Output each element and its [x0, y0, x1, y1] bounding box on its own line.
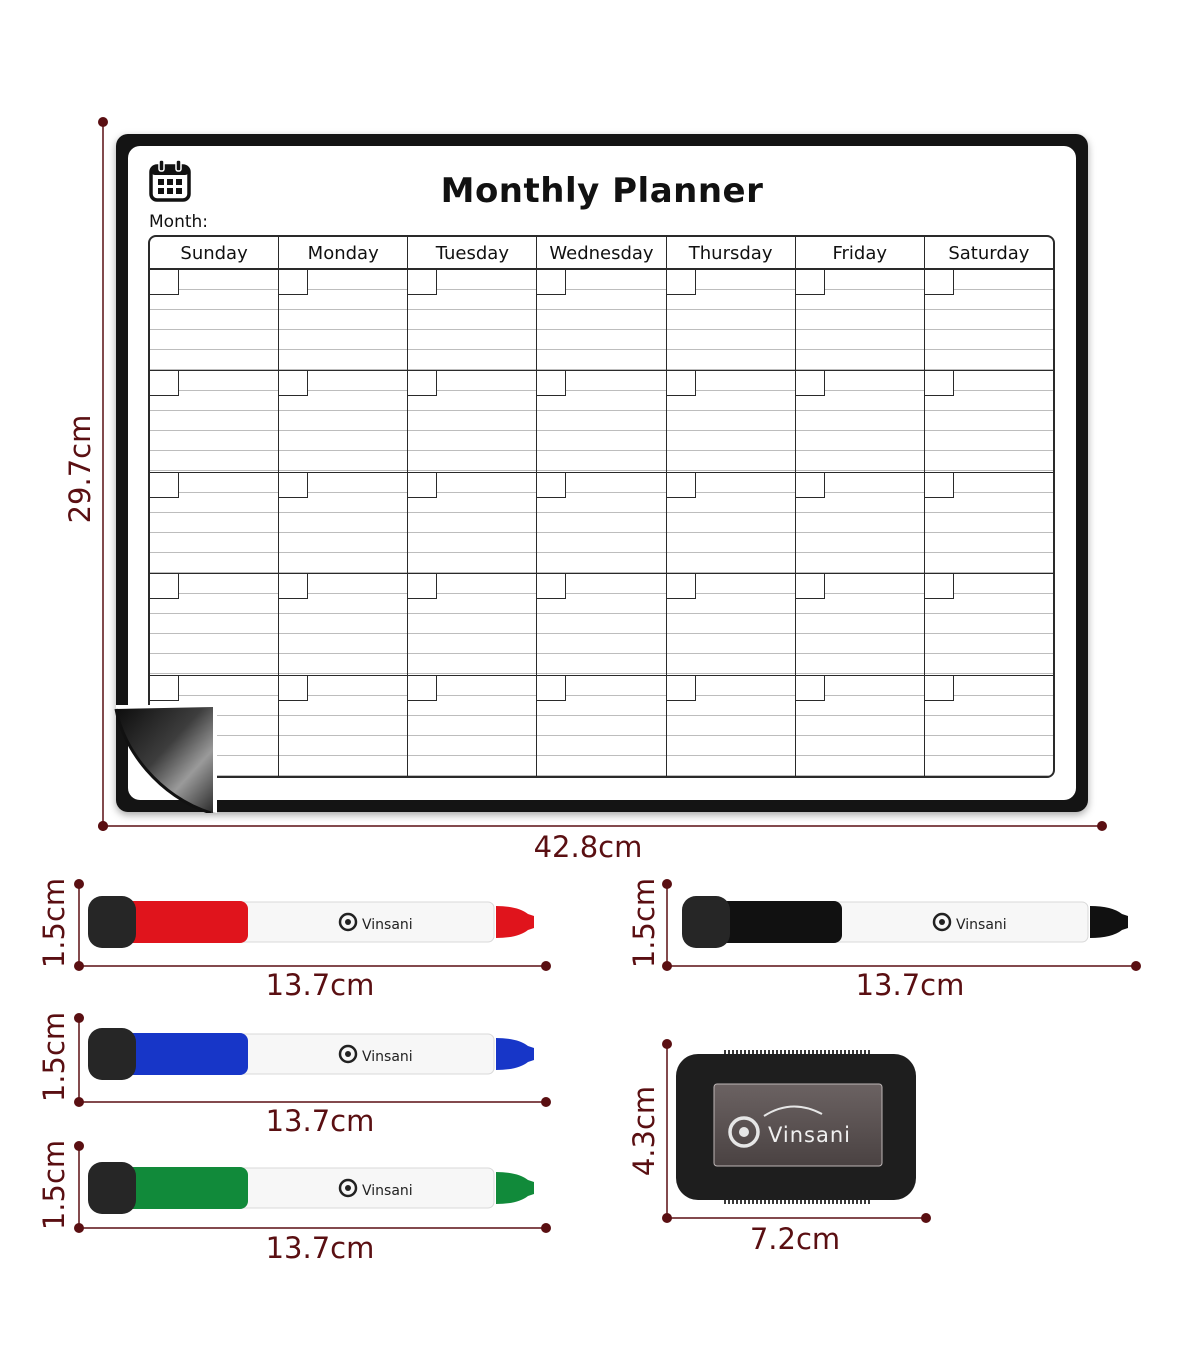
weekday-tuesday: Tuesday — [408, 237, 537, 268]
eraser-brand: Vinsani — [768, 1123, 852, 1147]
date-number-box — [796, 574, 825, 599]
board-height-label: 29.7cm — [63, 414, 97, 524]
planner-surface — [128, 146, 1076, 800]
date-number-box — [796, 371, 825, 396]
calendar-day-cell — [667, 371, 796, 471]
planner-title: Monthly Planner — [440, 171, 764, 211]
calendar-day-cell — [408, 473, 537, 573]
date-number-box — [279, 574, 308, 599]
calendar-day-cell — [925, 574, 1053, 674]
date-number-box — [667, 371, 696, 396]
weekday-saturday: Saturday — [948, 243, 1030, 264]
calendar-week-row — [150, 473, 1053, 574]
marker-red-dimension — [68, 878, 558, 974]
marker-red-diameter-label: 1.5cm — [37, 877, 71, 969]
date-number-box — [667, 574, 696, 599]
calendar-day-cell — [925, 270, 1053, 370]
date-number-box — [537, 574, 566, 599]
date-number-box — [796, 270, 825, 295]
calendar-day-cell — [279, 270, 408, 370]
calendar-day-cell — [150, 371, 279, 471]
eraser-height-label: 4.3cm — [627, 1085, 661, 1177]
marker-blue-dimension — [68, 1012, 558, 1112]
weekday-wednesday: Wednesday — [537, 237, 666, 268]
date-number-box — [925, 574, 954, 599]
date-number-box — [279, 371, 308, 396]
calendar-day-cell — [408, 676, 537, 776]
weekday-friday: Friday — [796, 237, 925, 268]
weekday-sunday: Sunday — [150, 237, 279, 268]
calendar-day-cell — [796, 371, 925, 471]
date-number-box — [537, 676, 566, 701]
marker-green-length-label: 13.7cm — [265, 1231, 375, 1265]
calendar-day-cell — [796, 473, 925, 573]
calendar-day-cell — [408, 371, 537, 471]
month-label: Month: — [149, 212, 209, 232]
calendar-day-cell — [537, 676, 666, 776]
marker-red-brand: Vinsani — [362, 917, 413, 933]
calendar-day-cell — [667, 574, 796, 674]
calendar-day-cell — [150, 574, 279, 674]
calendar-week-row — [150, 574, 1053, 675]
marker-black-diameter-label: 1.5cm — [627, 877, 661, 969]
date-number-box — [667, 676, 696, 701]
calendar-day-cell — [667, 270, 796, 370]
calendar-week-row — [150, 270, 1053, 371]
weekday-thursday: Thursday — [667, 237, 796, 268]
date-number-box — [408, 574, 437, 599]
calendar-day-cell — [279, 574, 408, 674]
weekday-header-row — [150, 237, 1053, 270]
date-number-box — [537, 473, 566, 498]
calendar-day-cell — [279, 676, 408, 776]
eraser-dimension — [656, 1034, 940, 1230]
marker-green-dimension — [68, 1140, 558, 1240]
calendar-day-cell — [925, 473, 1053, 573]
calendar-day-cell — [667, 676, 796, 776]
marker-green-diameter-label: 1.5cm — [37, 1139, 71, 1231]
date-number-box — [150, 371, 179, 396]
marker-black-length-label: 13.7cm — [855, 968, 965, 1002]
calendar-day-cell — [925, 371, 1053, 471]
calendar-day-cell — [796, 270, 925, 370]
calendar-day-cell — [150, 270, 279, 370]
calendar-day-cell — [408, 574, 537, 674]
date-number-box — [279, 676, 308, 701]
calendar-week-row — [150, 371, 1053, 472]
date-number-box — [150, 473, 179, 498]
planner-board — [116, 134, 1088, 812]
calendar-day-cell — [925, 676, 1053, 776]
date-number-box — [925, 371, 954, 396]
eraser-width-label: 7.2cm — [749, 1222, 841, 1256]
date-number-box — [537, 270, 566, 295]
calendar-weeks — [150, 270, 1053, 776]
date-number-box — [150, 676, 179, 701]
date-number-box — [796, 473, 825, 498]
marker-black-brand: Vinsani — [956, 917, 1007, 933]
date-number-box — [796, 676, 825, 701]
date-number-box — [279, 473, 308, 498]
date-number-box — [279, 270, 308, 295]
marker-black-dimension — [656, 878, 1148, 974]
peeled-corner — [113, 705, 217, 813]
date-number-box — [925, 270, 954, 295]
calendar-day-cell — [408, 270, 537, 370]
calendar-day-cell — [537, 473, 666, 573]
board-width-label: 42.8cm — [533, 830, 643, 864]
marker-red-length-label: 13.7cm — [265, 968, 375, 1002]
date-number-box — [408, 473, 437, 498]
date-number-box — [150, 574, 179, 599]
date-number-box — [925, 676, 954, 701]
calendar-day-cell — [279, 473, 408, 573]
marker-blue-diameter-label: 1.5cm — [37, 1011, 71, 1103]
date-number-box — [408, 371, 437, 396]
calendar-week-row — [150, 676, 1053, 776]
date-number-box — [667, 270, 696, 295]
date-number-box — [667, 473, 696, 498]
date-number-box — [537, 371, 566, 396]
weekday-monday: Monday — [279, 237, 408, 268]
date-number-box — [408, 676, 437, 701]
calendar-grid — [148, 235, 1055, 778]
calendar-day-cell — [537, 270, 666, 370]
marker-blue-brand: Vinsani — [362, 1049, 413, 1065]
calendar-day-cell — [667, 473, 796, 573]
date-number-box — [408, 270, 437, 295]
calendar-day-cell — [279, 371, 408, 471]
calendar-day-cell — [537, 574, 666, 674]
calendar-day-cell — [796, 676, 925, 776]
date-number-box — [925, 473, 954, 498]
marker-blue-length-label: 13.7cm — [265, 1104, 375, 1138]
calendar-day-cell — [150, 473, 279, 573]
calendar-day-cell — [796, 574, 925, 674]
marker-green-brand: Vinsani — [362, 1183, 413, 1199]
calendar-day-cell — [537, 371, 666, 471]
date-number-box — [150, 270, 179, 295]
